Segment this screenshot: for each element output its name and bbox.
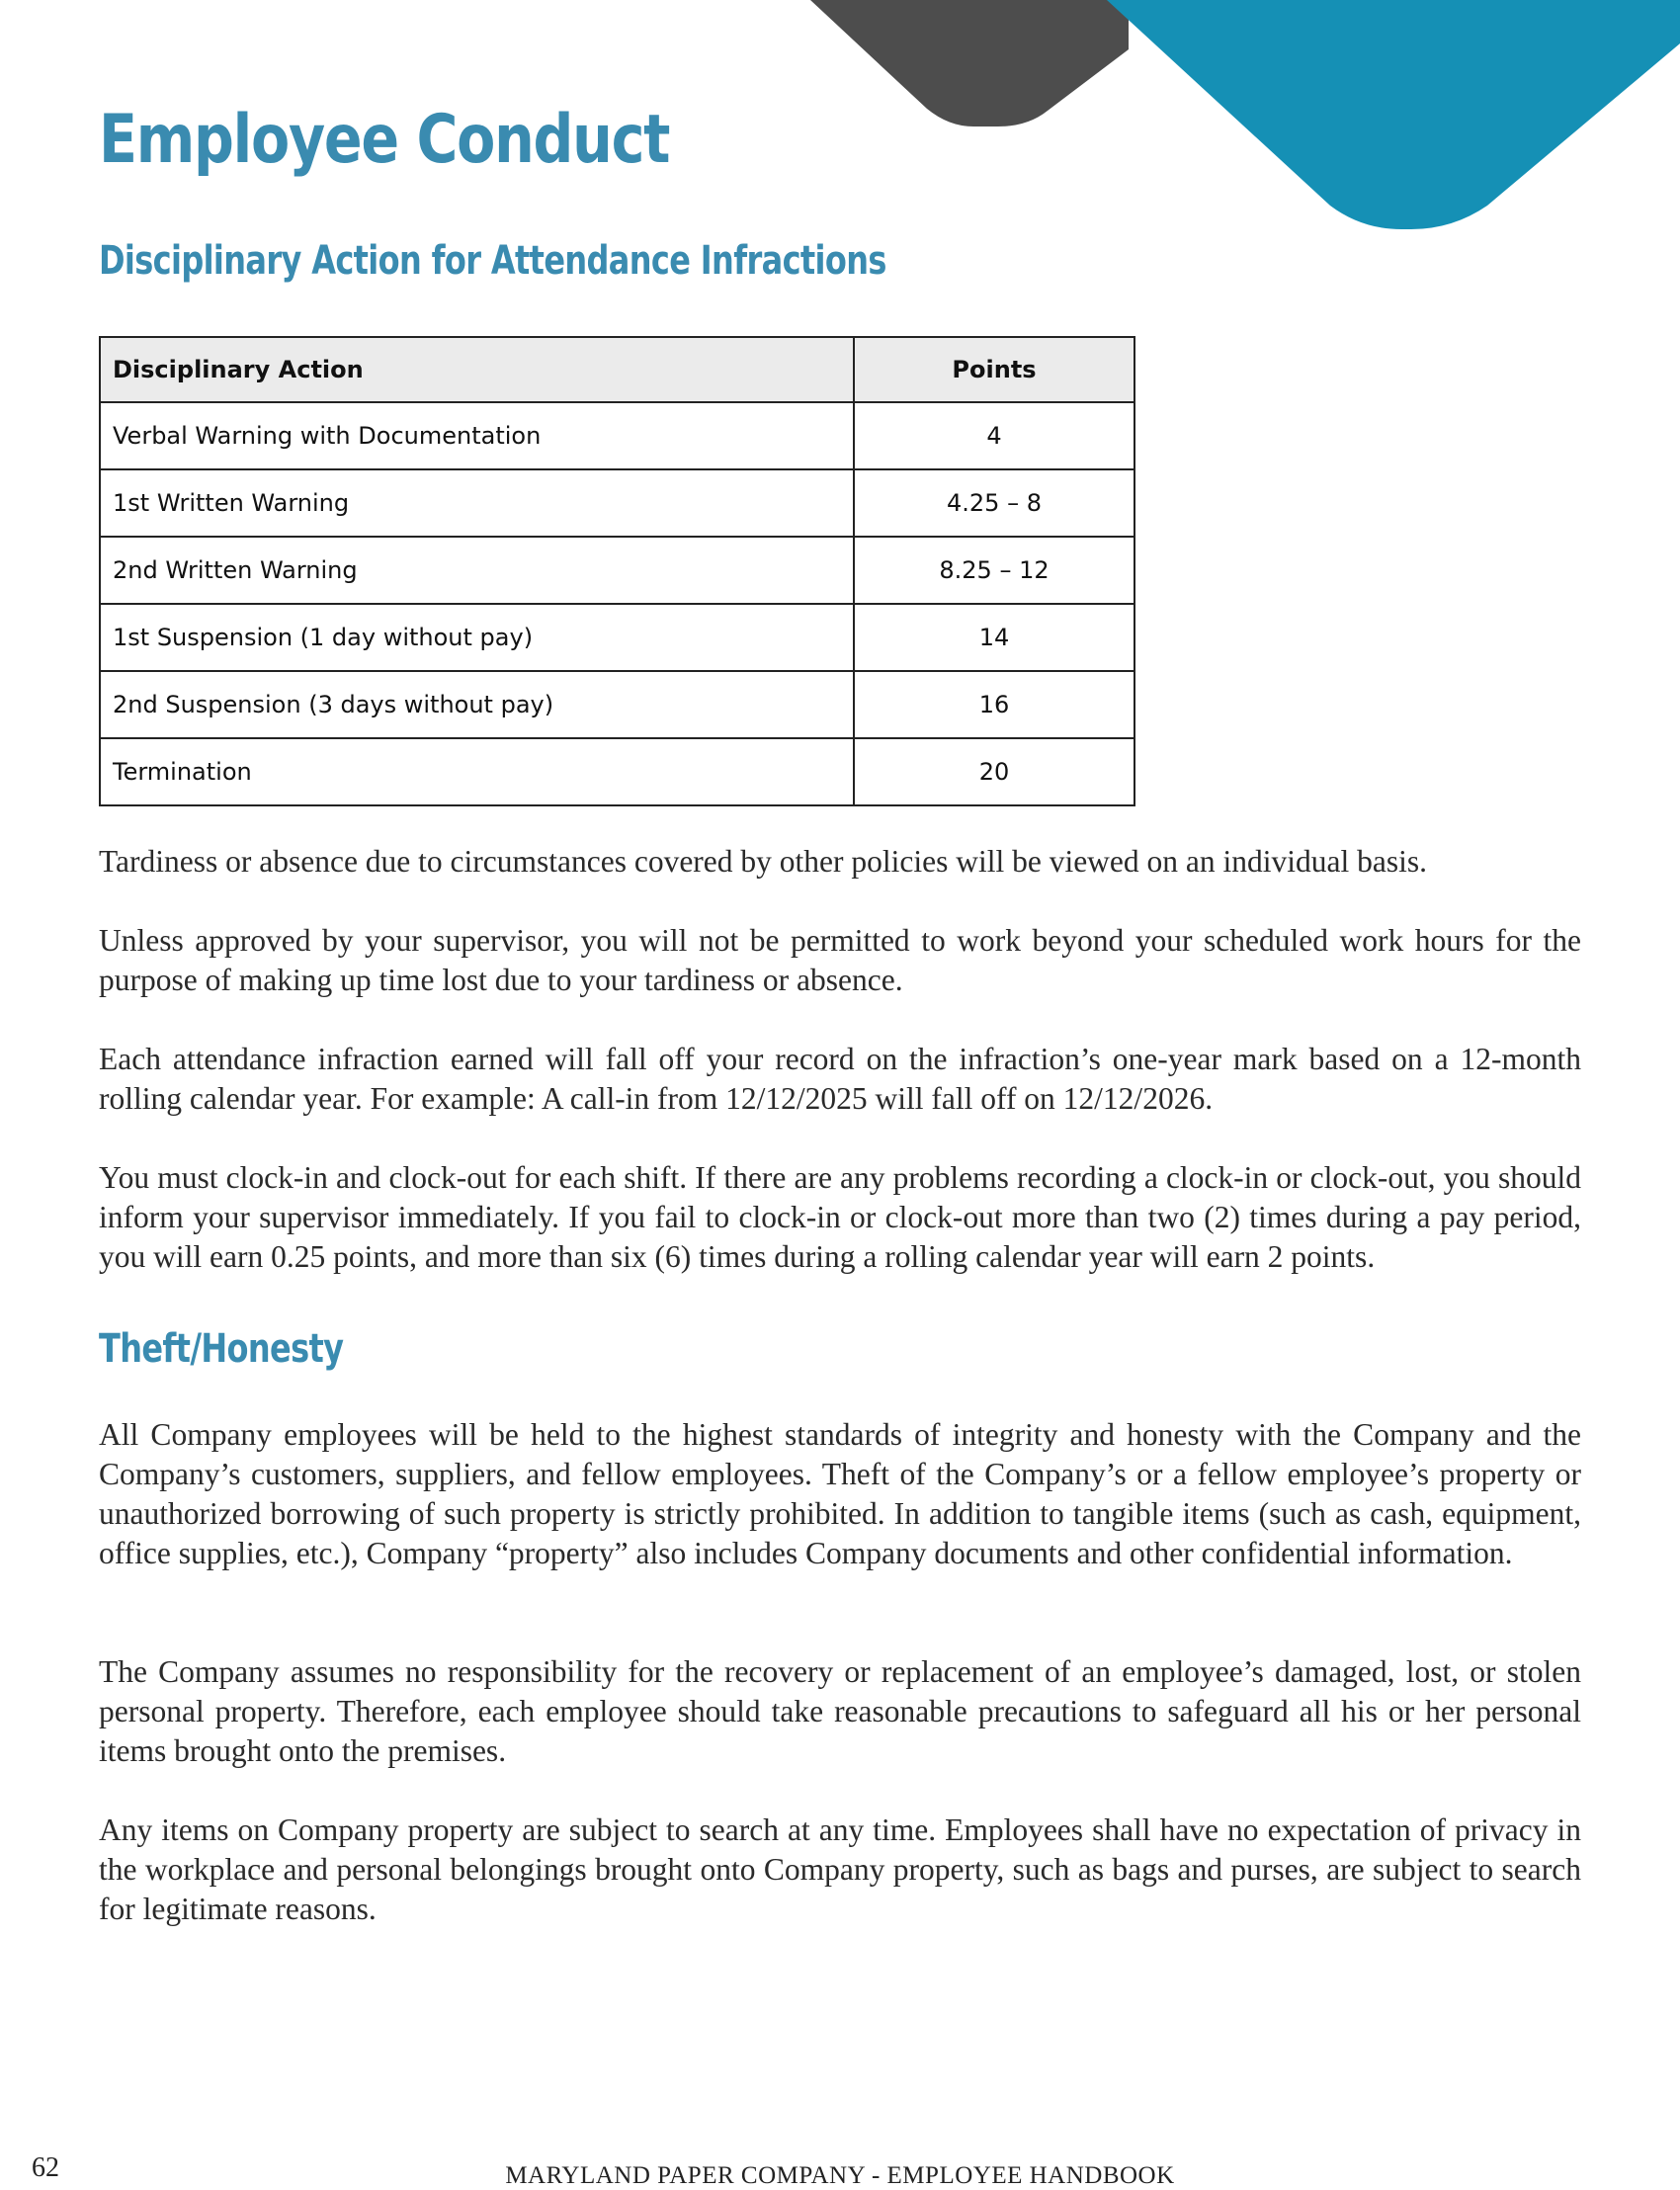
disciplinary-points-table — [99, 336, 1135, 806]
action-cell: 1st Written Warning — [100, 469, 854, 537]
action-cell: Termination — [100, 738, 854, 805]
table-row — [100, 469, 1134, 537]
table-row — [100, 738, 1134, 805]
section-heading-theft-honesty: Theft/Honesty — [99, 1326, 344, 1372]
paragraph-rolling-year: Each attendance infraction earned will fall off your record on the infraction’s one-year mark based on a 12-month rolling calendar year. For example: A call-in from 12/12/2025 will fall off on 12/12/2026. — [99, 1042, 1581, 1116]
dark-chevron-shape — [810, 0, 1129, 126]
table-row — [100, 604, 1134, 671]
paragraph-personal-property: The Company assumes no responsibility for the recovery or replacement of an employee’s damaged, lost, or stolen personal property. Therefore, each employee should take reasonable precautions to safeguard all his or her personal items brought onto the premises. — [99, 1654, 1581, 1768]
page-number: 62 — [32, 2152, 59, 2183]
page-title: Employee Conduct — [99, 101, 670, 179]
paragraph-clock-in: You must clock-in and clock-out for each shift. If there are any problems recording a clock-in or clock-out, you should inform your supervisor immediately. If you fail to clock-in or clock-out more than two (2) times during a pay period, you will earn 0.25 points, and more than six (6) times during a rolling calendar year will earn 2 points. — [99, 1160, 1581, 1274]
action-cell: 2nd Written Warning — [100, 537, 854, 604]
footer-handbook-title: MARYLAND PAPER COMPANY - EMPLOYEE HANDBOOK — [505, 2162, 1175, 2189]
column-header-disciplinary-action: Disciplinary Action — [100, 337, 854, 402]
table-row — [100, 671, 1134, 738]
points-cell: 8.25 – 12 — [854, 537, 1134, 604]
points-cell: 4.25 – 8 — [854, 469, 1134, 537]
blue-chevron-shape — [1107, 0, 1680, 229]
paragraph-work-hours: Unless approved by your supervisor, you will not be permitted to work beyond your scheduled work hours for the purpose of making up time lost due to your tardiness or absence. — [99, 923, 1581, 997]
points-cell: 14 — [854, 604, 1134, 671]
action-cell: 2nd Suspension (3 days without pay) — [100, 671, 854, 738]
table-header-row — [100, 337, 1134, 402]
action-cell: Verbal Warning with Documentation — [100, 402, 854, 469]
points-cell: 4 — [854, 402, 1134, 469]
paragraph-integrity: All Company employees will be held to the highest standards of integrity and honesty with the Company and the Company’s customers, suppliers, and fellow employees. Theft of the Company’s or a fellow employee’s property or unauthorized borrowing of such property is strictly prohibited. In addition to tangible items (such as cash, equipment, office supplies, etc.), Company “property” also includes Company documents and other confidential information. — [99, 1417, 1581, 1570]
table-row — [100, 537, 1134, 604]
paragraph-search: Any items on Company property are subject to search at any time. Employees shall have no expectation of privacy in the workplace and personal belongings brought onto Company property, such as bags and purses, are subject to search for legitimate reasons. — [99, 1812, 1581, 1926]
column-header-points: Points — [854, 337, 1134, 402]
table-row — [100, 402, 1134, 469]
points-cell: 20 — [854, 738, 1134, 805]
points-cell: 16 — [854, 671, 1134, 738]
section-heading-disciplinary-action: Disciplinary Action for Attendance Infractions — [99, 238, 886, 284]
action-cell: 1st Suspension (1 day without pay) — [100, 604, 854, 671]
paragraph-individual-basis: Tardiness or absence due to circumstances covered by other policies will be viewed on an individual basis. — [99, 844, 1428, 879]
